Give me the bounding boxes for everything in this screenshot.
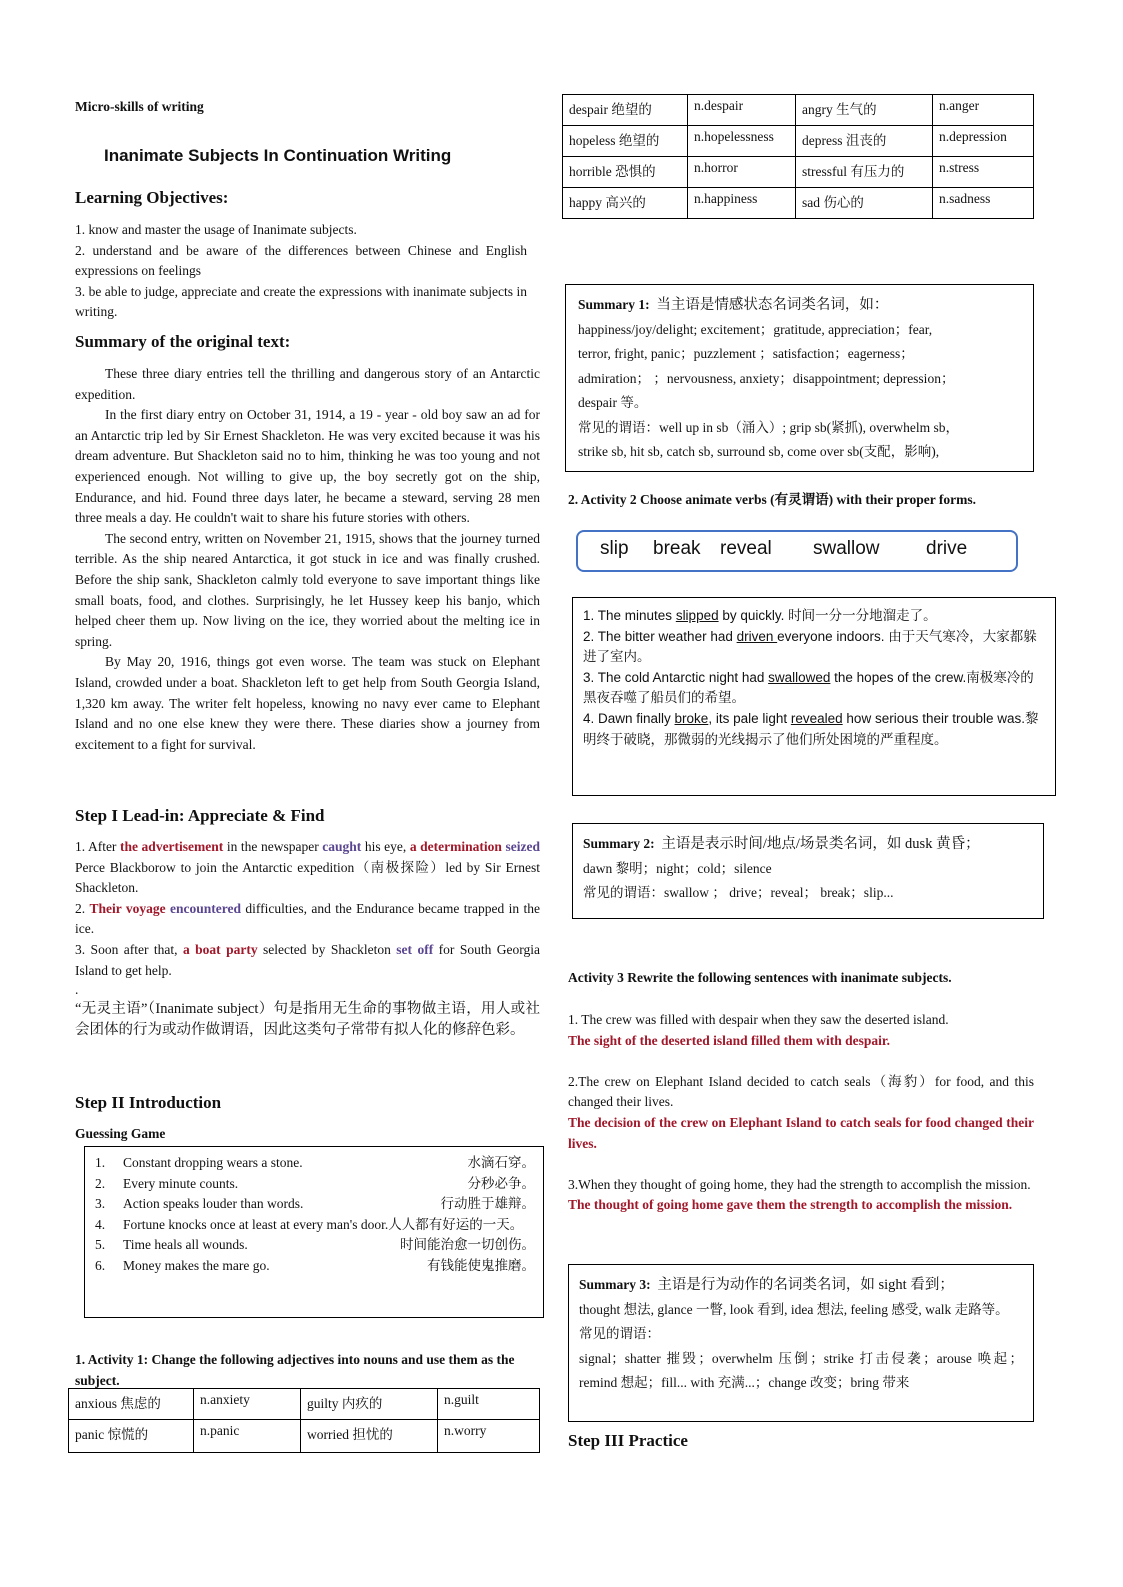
answer-word: slipped [675, 608, 719, 623]
text: 2. [75, 900, 90, 916]
summary3-title: Summary 3: [579, 1277, 651, 1292]
summary1-line: terror, fright, panic；puzzlement ；satisfaction；eagerness； [578, 346, 914, 361]
verb-option: break [653, 538, 701, 559]
text: 3. The cold Antarctic night had [583, 669, 769, 685]
activity2-heading: 2. Activity 2 Choose animate verbs (有灵谓语) with their proper forms. [568, 492, 976, 507]
table-cell: n.worry [438, 1420, 540, 1453]
activity3-answer: The thought of going home gave them the strength to accomplish the mission. [568, 1197, 1013, 1213]
summary-paragraph: These three diary entries tell the thrilling and dangerous story of an Antarctic expedition. [75, 366, 540, 402]
item-number: 4. [95, 1216, 106, 1232]
table-cell: anxious 焦虑的 [69, 1389, 194, 1420]
table-cell: n.stress [933, 157, 1034, 188]
text: the hopes of the crew.南极寒冷的黑夜吞噬了船员们的希望。 [583, 669, 1034, 706]
summary-paragraph: The second entry, written on November 21, 1915, shows that the journey turned terrible. As the ship neared Antarctica, it got stuck in ice and was finally crushed. Before the ship sank, Shackleton calmly told everyone to save important things like small boats, food, and clothes. Surprisingly, he let Hussey keep his banjo, which helped cheer them up. Now living on the ice, they worried about the melting ice in spring. [75, 530, 540, 649]
proverb-chinese: 分秒必争。 [467, 1175, 535, 1191]
verb-highlight: set off [396, 941, 434, 957]
table-row [69, 1420, 540, 1453]
table-cell: panic 惊慌的 [69, 1420, 194, 1453]
answer-word: revealed [790, 710, 843, 726]
proverb-list [95, 1153, 535, 1276]
summary-original-heading: Summary of the original text: [75, 332, 291, 351]
text: for South Georgia Island to get help. [75, 941, 541, 978]
table-cell: n.panic [194, 1420, 301, 1453]
proverb-item [95, 1215, 535, 1236]
text: in the newspaper [223, 839, 323, 854]
item-number: 1. [95, 1155, 106, 1170]
leadin-sentence-2 [75, 899, 540, 940]
summary2-line: dawn 黎明；night；cold；silence [583, 860, 772, 876]
item-number: 5. [95, 1237, 106, 1252]
verb-highlight: encountered [170, 900, 241, 916]
activity2-sentence [583, 627, 1047, 668]
text: 1. The minutes [583, 608, 676, 623]
summary1-box [565, 284, 1034, 472]
summary3-box [568, 1264, 1034, 1422]
subject-highlight: a determination [409, 839, 502, 854]
step2-heading: Step II Introduction [75, 1093, 222, 1112]
activity3-heading: Activity 3 Rewrite the following sentences with inanimate subjects. [568, 970, 952, 985]
table-row [69, 1389, 540, 1420]
proverb-item [95, 1256, 535, 1277]
verb-highlight: seized [505, 839, 540, 854]
summary2-title: Summary 2: [583, 836, 655, 851]
answer-word: driven [736, 628, 778, 644]
table-cell: n.happiness [688, 188, 796, 219]
proverb-chinese: 水滴石穿。 [467, 1155, 535, 1170]
activity2-sentence [583, 709, 1047, 750]
table-cell: guilty 内疚的 [301, 1389, 438, 1420]
subject-highlight: Their voyage [89, 900, 166, 916]
table-cell: n.guilt [438, 1389, 540, 1420]
activity2-sentence [583, 668, 1047, 709]
objectives-heading: Learning Objectives: [75, 188, 229, 207]
activity3-question: 1. The crew was filled with despair when they saw the deserted island. [568, 1012, 949, 1027]
page-title: Inanimate Subjects In Continuation Writing [104, 146, 452, 165]
stray-dot: . [75, 982, 79, 997]
summary3-title-cn: 主语是行为动作的名词类名词，如 sight 看到； [657, 1277, 954, 1293]
summary-paragraph: In the first diary entry on October 31, 1914, a 19 - year - old boy saw an ad for an Antarctic trip led by Sir Ernest Shackleton. He was very excited because it was his dream adventure. But Shackleton said no to him, thinking he was too young and not experienced enough. Not willing to give up, the boy secretly got on the ship, Endurance, and hid. Found three days later, he became a steward, serving 28 men three meals a day. He couldn't wait to share his future stories with others. [75, 407, 540, 526]
guessing-game-box [84, 1146, 544, 1318]
proverb-item [95, 1174, 535, 1195]
text: difficulties, and the Endurance became trapped in the ice. [75, 900, 540, 937]
table-cell: sad 伤心的 [796, 188, 933, 219]
table-cell: n.horror [688, 157, 796, 188]
summary1-line: despair 等。 [578, 395, 648, 410]
table-cell: n.anger [933, 95, 1034, 126]
verb-bank [576, 530, 1018, 572]
text: how serious their trouble was.黎明终于破晓，那微弱的光线揭示了他们所处困境的严重程度。 [583, 710, 1039, 747]
table-cell: despair 绝望的 [563, 95, 688, 126]
subject-highlight: a boat party [182, 941, 258, 957]
proverb-item [95, 1153, 535, 1174]
summary-paragraph: By May 20, 1916, things got even worse. The team was stuck on Elephant Island, crowded under a boat. Shackleton left to get help from South Georgia Island, 1,320 km away. The writer felt hopeless, knowing no navy ever came to Elephant Island and no one else knew they were there. These diaries show a journey from excitement to a fight for survival. [75, 654, 540, 752]
summary1-title-line [578, 293, 1023, 318]
proverb-english: Money makes the mare go. [123, 1257, 270, 1273]
table-cell: angry 生气的 [796, 95, 933, 126]
table-cell: n.anxiety [194, 1389, 301, 1420]
proverb-english: Every minute counts. [123, 1175, 239, 1191]
text: 4. Dawn finally [583, 710, 675, 726]
answer-word: swallowed [768, 669, 831, 685]
activity3-question: 2.The crew on Elephant Island decided to catch seals（海豹）for food, and this changed their lives. [568, 1073, 1034, 1110]
verb-highlight: caught [322, 839, 362, 854]
proverb-chinese: 有钱能使鬼推磨。 [427, 1257, 535, 1273]
proverb-english: Action speaks louder than words. [123, 1196, 304, 1211]
activity2-answers-box [572, 597, 1056, 796]
table-cell: worried 担忧的 [301, 1420, 438, 1453]
text: 2. The bitter weather had [583, 628, 737, 644]
summary1-line: happiness/joy/delight; excitement；gratitude, appreciation；fear, [578, 321, 933, 337]
summary3-line: 常见的谓语： [579, 1326, 660, 1341]
table-cell: happy 高兴的 [563, 188, 688, 219]
summary1-line: admiration； ；nervousness, anxiety；disappointment; depression； [578, 370, 955, 386]
summary3-title-line [579, 1273, 1023, 1298]
leadin-sentence-1 [75, 837, 540, 899]
inanimate-definition: “无灵主语”（Inanimate subject）句是指用无生命的事物做主语，用人或社会团体的行为或动作做谓语，因此这类句子常带有拟人化的修辞色彩。 [75, 1001, 540, 1038]
verb-option: slip [600, 538, 629, 559]
table-cell: hopeless 绝望的 [563, 126, 688, 157]
table-cell: depress 沮丧的 [796, 126, 933, 157]
table-row [563, 126, 1034, 157]
step3-heading: Step III Practice [568, 1431, 688, 1450]
summary1-title: Summary 1: [578, 297, 650, 312]
step1-heading: Step I Lead-in: Appreciate & Find [75, 806, 325, 825]
activity1-heading: 1. Activity 1: Change the following adjectives into nouns and use them as the subject. [75, 1352, 515, 1388]
activity3-answer: The sight of the deserted island filled them with despair. [568, 1032, 891, 1048]
item-number: 2. [95, 1175, 106, 1191]
proverb-english: Constant dropping wears a stone. [123, 1155, 303, 1170]
text: selected by Shackleton [257, 941, 397, 957]
table-row [563, 188, 1034, 219]
text: by quickly. 时间一分一分地溜走了。 [718, 608, 937, 623]
summary2-box [572, 823, 1044, 919]
text: , its pale light [708, 710, 791, 726]
table-cell: n.sadness [933, 188, 1034, 219]
summary1-line: strike sb, hit sb, catch sb, surround sb, come over sb(支配，影响), [578, 444, 940, 459]
item-number: 3. [95, 1196, 106, 1211]
adjective-noun-table-2 [562, 94, 1034, 219]
text: Perce Blackborow to join the Antarctic expedition（南极探险）led by Sir Ernest Shackleton. [75, 859, 540, 896]
header-label: Micro-skills of writing [75, 99, 204, 114]
table-cell: n.despair [688, 95, 796, 126]
text: 3. Soon after that, [75, 941, 183, 957]
activity3-question: 3.When they thought of going home, they had the strength to accomplish the mission. [568, 1176, 1031, 1192]
verb-option: reveal [720, 538, 772, 559]
objective-item: 2. understand and be aware of the differences between Chinese and English expressions on feelings [75, 242, 527, 279]
summary-original-text [75, 364, 540, 755]
summary2-title-line [583, 832, 1035, 857]
proverb-item [95, 1194, 535, 1215]
guessing-game-title: Guessing Game [75, 1126, 166, 1141]
summary2-title-cn: 主语是表示时间/地点/场景类名词，如 dusk 黄昏； [661, 836, 980, 852]
adjective-noun-table-1 [68, 1388, 540, 1453]
leadin-sentence-3 [75, 940, 540, 981]
proverb-chinese: 行动胜于雄辩。 [440, 1196, 535, 1211]
subject-highlight: the advertisement [120, 839, 224, 854]
item-number: 6. [95, 1257, 106, 1273]
proverb-english: Time heals all wounds. [123, 1237, 248, 1252]
table-cell: n.depression [933, 126, 1034, 157]
summary1-line: 常见的谓语：well up in sb（涌入）; grip sb(紧抓), overwhelm sb， [578, 419, 959, 435]
verb-option: swallow [813, 538, 880, 559]
activity2-sentence [583, 606, 1047, 627]
text: his eye, [361, 839, 410, 854]
summary1-title-cn: 当主语是情感状态名词类名词，如： [656, 297, 889, 313]
activity3-answer: The decision of the crew on Elephant Island to catch seals for food changed their lives. [568, 1114, 1034, 1151]
proverb-item [95, 1235, 535, 1256]
step1-sentences [75, 837, 540, 981]
proverb-chinese: 人人都有好运的一天。 [388, 1216, 524, 1232]
verb-option: drive [926, 538, 968, 559]
objective-item: 3. be able to judge, appreciate and create the expressions with inanimate subjects in writing. [75, 283, 527, 320]
text: 1. After [75, 839, 120, 854]
objectives-list [75, 220, 527, 323]
activity3-content [568, 1010, 1034, 1216]
table-row [563, 157, 1034, 188]
summary2-line: 常见的谓语：swallow ； drive；reveal； break；slip... [583, 885, 894, 900]
summary3-line: signal；shatter 摧毁；overwhelm 压倒；strike 打击侵袭；arouse 唤起；remind 想起；fill... with 充满...；change 改变；bring 带来 [579, 1350, 1023, 1390]
table-cell: horrible 恐惧的 [563, 157, 688, 188]
table-cell: stressful 有压力的 [796, 157, 933, 188]
table-row [563, 95, 1034, 126]
objective-item: 1. know and master the usage of Inanimate subjects. [75, 222, 357, 237]
text: everyone indoors. 由于天气寒冷，大家都躲进了室内。 [583, 628, 1037, 665]
table-cell: n.hopelessness [688, 126, 796, 157]
proverb-chinese: 时间能治愈一切创伤。 [400, 1237, 535, 1252]
summary3-line: thought 想法, glance 一瞥, look 看到, idea 想法, feeling 感受, walk 走路等。 [579, 1301, 1009, 1317]
proverb-english: Fortune knocks once at least at every man's door. [123, 1216, 389, 1232]
answer-word: broke [674, 710, 709, 726]
